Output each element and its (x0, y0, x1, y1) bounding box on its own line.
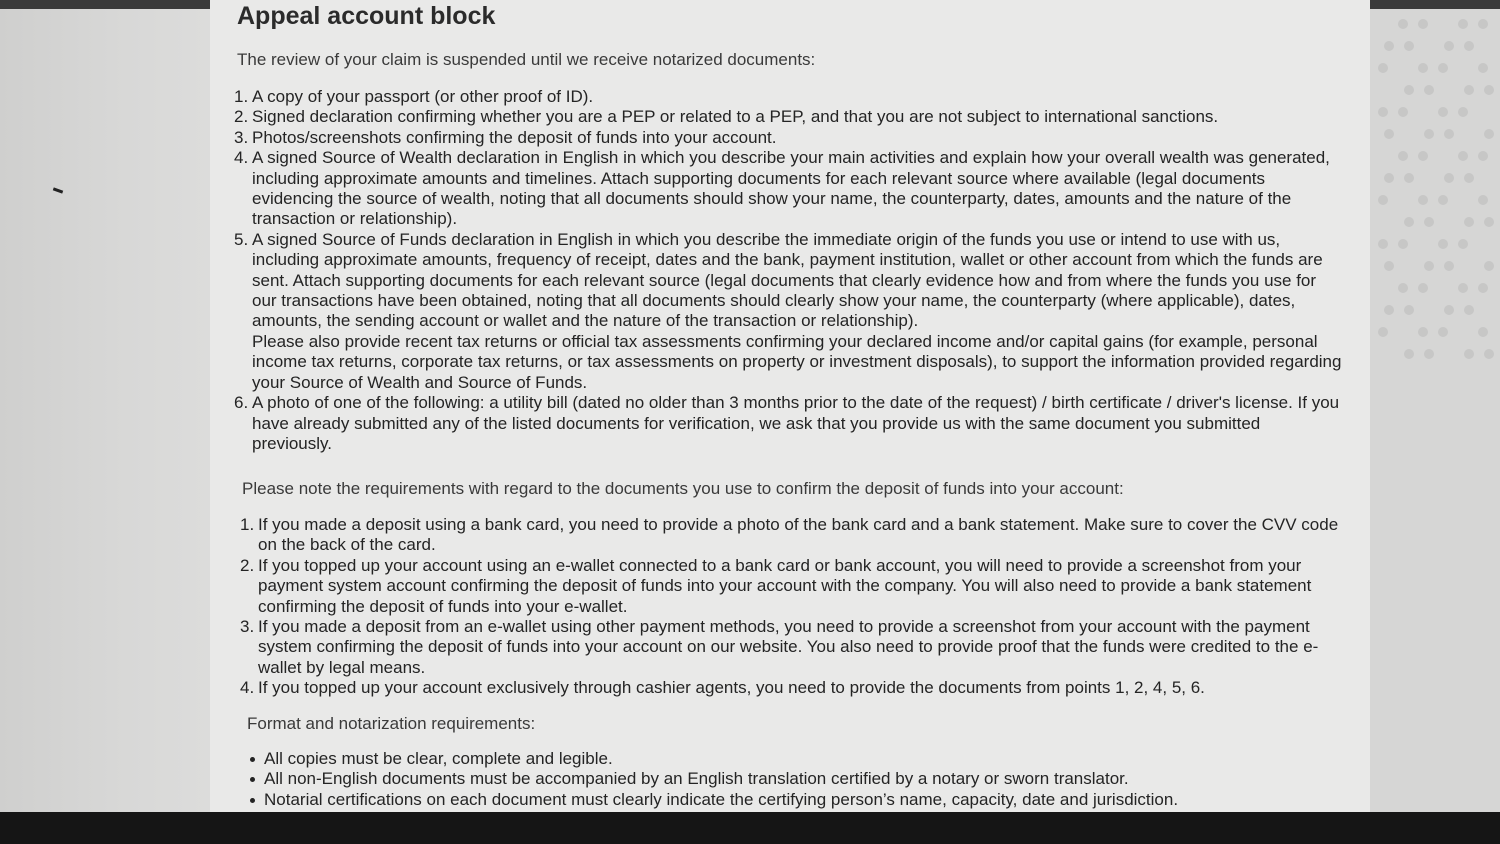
list-item-extra-text: Please also provide recent tax returns or official tax assessments confirming your declared income and/or capital gains (for example, personal income tax returns, corporate tax returns, or tax assessments on property or investment disposals), to support the information provided regarding your Source of Wealth and Source of Funds. (252, 331, 1342, 392)
decorative-dot (1424, 129, 1434, 139)
document-item (234, 148, 1342, 230)
decorative-dot (1378, 107, 1388, 117)
list-item-number: 3. (240, 617, 255, 637)
decorative-dot (1438, 327, 1448, 337)
decorative-dot (1378, 63, 1388, 73)
deposit-requirements-list (240, 515, 1340, 699)
decorative-dot (1478, 19, 1488, 29)
list-item-number: 2. (234, 107, 249, 127)
decorative-dot (1404, 41, 1414, 51)
deposit-requirement-item (240, 678, 1340, 698)
decorative-dot (1444, 305, 1454, 315)
list-item-number: 6. (234, 393, 249, 413)
decorative-dot (1438, 107, 1448, 117)
decorative-dot (1424, 349, 1434, 359)
decorative-dot (1484, 217, 1494, 227)
left-margin (0, 9, 210, 812)
deposit-requirement-item (240, 556, 1340, 617)
list-item-number: 4. (240, 678, 255, 698)
decorative-dot (1478, 151, 1488, 161)
decorative-dot (1378, 239, 1388, 249)
decorative-dot (1398, 107, 1408, 117)
deposit-requirement-item (240, 515, 1340, 556)
decorative-dot (1424, 261, 1434, 271)
decorative-dot (1478, 63, 1488, 73)
decorative-dot (1404, 85, 1414, 95)
list-item-number: 5. (234, 229, 249, 249)
decorative-dot (1404, 349, 1414, 359)
decorative-dot (1384, 173, 1394, 183)
decorative-dot (1404, 305, 1414, 315)
decorative-dot (1484, 349, 1494, 359)
decorative-dot (1458, 283, 1468, 293)
format-requirement-item: All non-English documents must be accompanied by an English translation certified by a notary or sworn translator. (240, 769, 1340, 789)
decorative-dot (1458, 151, 1468, 161)
decorative-dot (1478, 195, 1488, 205)
list-item-text: If you topped up your account using an e-wallet connected to a bank card or bank account, you will need to provide a screenshot from your payment system account confirming the deposit of funds into your account with the company. You will also need to provide a bank statement confirming the deposit of funds into your e-wallet. (258, 555, 1312, 616)
decorative-dot (1384, 305, 1394, 315)
page-title: Appeal account block (237, 2, 496, 30)
decorative-dot (1404, 217, 1414, 227)
decorative-dot (1398, 283, 1408, 293)
decorative-dot (1438, 239, 1448, 249)
decorative-dot (1398, 19, 1408, 29)
decorative-dot (1484, 129, 1494, 139)
list-item-text: A signed Source of Wealth declaration in English in which you describe your main activities and explain how your overall wealth was generated, including approximate amounts and timelines. Attach supporting documents for each relevant source where available (legal documents evidencing the source of wealth, noting that all documents should show your name, the counterparty, dates, amounts and the nature of the transaction or relationship). (252, 148, 1330, 229)
list-item-number: 1. (234, 87, 249, 106)
decorative-dot (1444, 173, 1454, 183)
list-item-text: If you made a deposit from an e-wallet using other payment methods, you need to provide a screenshot from your account with the payment system confirming the deposit of funds into your account on our website. You also need to provide proof that the funds were credited to the e-wallet by legal means. (258, 617, 1319, 677)
decorative-dot (1384, 41, 1394, 51)
decorative-dot (1444, 129, 1454, 139)
format-requirements-list (240, 749, 1340, 810)
format-requirement-item: Notarial certifications on each document must clearly indicate the certifying person’s name, capacity, date and jurisdiction. (240, 790, 1340, 810)
decorative-dot (1464, 305, 1474, 315)
list-item-text: A signed Source of Funds declaration in English in which you describe the immediate origin of the funds you use or intend to use with us, including approximate amounts, frequency of receipt, dates and the bank, payment institution, wallet or other account from which the funds are sent. Attach supporting documents for each relevant source (legal documents that clearly evidence how and from where the funds you use for our transactions have been obtained, noting that all documents should clearly show your name, the counterparty (where applicable), dates, amounts, the sending account or wallet and the nature of the transaction or relationship). (252, 229, 1323, 331)
decorative-dot (1378, 195, 1388, 205)
decorative-dot (1484, 261, 1494, 271)
decorative-dot (1464, 41, 1474, 51)
decorative-dot (1464, 85, 1474, 95)
list-item-number: 4. (234, 148, 249, 168)
decorative-dot (1384, 129, 1394, 139)
list-item-text: If you made a deposit using a bank card, you need to provide a photo of the bank card and a bank statement. Make sure to cover the CVV code on the back of the card. (258, 515, 1339, 555)
deposit-requirement-item (240, 617, 1340, 678)
decorative-dot (1404, 173, 1414, 183)
format-requirement-item: All copies must be clear, complete and legible. (240, 749, 1340, 769)
deposit-note: Please note the requirements with regard to the documents you use to confirm the deposit of funds into your account: (242, 479, 1124, 498)
list-item-text: A copy of your passport (or other proof of ID). (252, 87, 594, 106)
decorative-dot (1458, 239, 1468, 249)
mouse-cursor-mark (53, 187, 63, 193)
decorative-dot (1458, 19, 1468, 29)
document-item (234, 393, 1342, 454)
list-item-text: Signed declaration confirming whether you are a PEP or related to a PEP, and that you are not subject to international sanctions. (252, 107, 1219, 127)
decorative-dot (1464, 173, 1474, 183)
decorative-dot (1424, 85, 1434, 95)
decorative-dot (1398, 239, 1408, 249)
document-item (234, 87, 1342, 107)
decorative-dot (1444, 261, 1454, 271)
list-item-number: 2. (240, 555, 255, 575)
decorative-dot (1438, 63, 1448, 73)
decorative-dot (1444, 41, 1454, 51)
documents-list (234, 87, 1342, 454)
format-heading: Format and notarization requirements: (247, 714, 536, 733)
document-item (234, 128, 1342, 148)
decorative-dot (1418, 151, 1428, 161)
list-item-text: A photo of one of the following: a utility bill (dated no older than 3 months prior to the date of the request) / birth certificate / driver's license. If you have already submitted any of the listed documents for verification, we ask that you provide us with the same document you submitted previously. (252, 393, 1340, 453)
screen-bezel (0, 812, 1500, 844)
document-item (234, 230, 1342, 393)
decorative-dot (1484, 85, 1494, 95)
list-item-number: 3. (234, 127, 249, 147)
list-item-text: Photos/screenshots confirming the deposit of funds into your account. (252, 127, 777, 147)
right-decorative-pattern (1370, 9, 1500, 812)
decorative-dot (1458, 107, 1468, 117)
document-item (234, 107, 1342, 127)
decorative-dot (1464, 349, 1474, 359)
intro-text: The review of your claim is suspended until we receive notarized documents: (237, 50, 816, 69)
decorative-dot (1378, 327, 1388, 337)
decorative-dot (1418, 283, 1428, 293)
decorative-dot (1418, 195, 1428, 205)
list-item-text: If you topped up your account exclusively through cashier agents, you need to provide the documents from points 1, 2, 4, 5, 6. (258, 678, 1205, 698)
decorative-dot (1478, 283, 1488, 293)
decorative-dot (1464, 217, 1474, 227)
decorative-dot (1418, 327, 1428, 337)
decorative-dot (1418, 19, 1428, 29)
decorative-dot (1418, 63, 1428, 73)
decorative-dot (1478, 327, 1488, 337)
list-item-number: 1. (240, 515, 255, 534)
decorative-dot (1438, 195, 1448, 205)
decorative-dot (1398, 151, 1408, 161)
decorative-dot (1424, 217, 1434, 227)
decorative-dot (1384, 261, 1394, 271)
